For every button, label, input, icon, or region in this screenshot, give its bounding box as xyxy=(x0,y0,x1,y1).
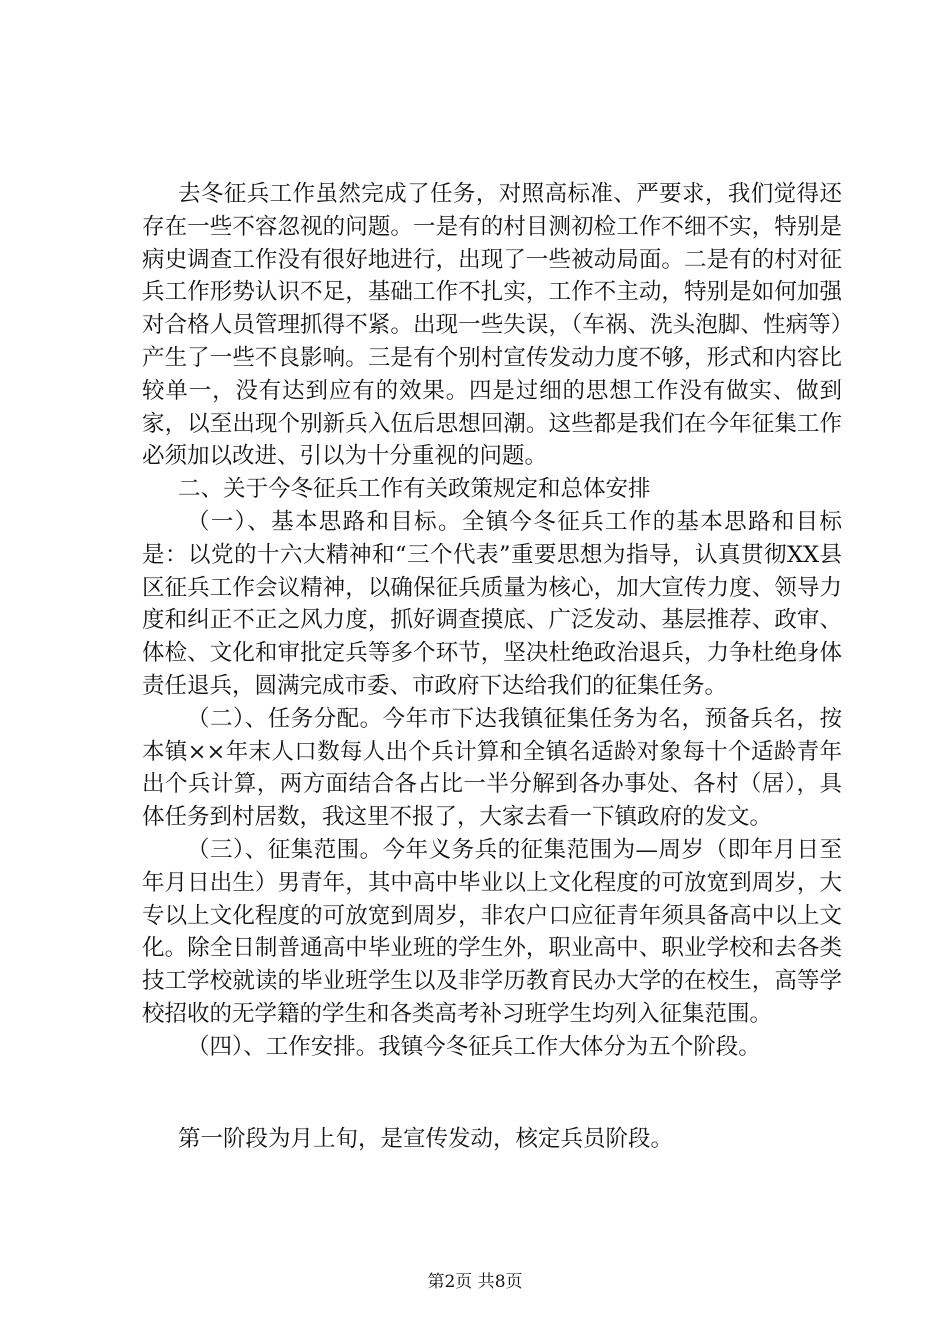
document-body xyxy=(142,178,842,1064)
section-heading-two: 二、关于今冬征兵工作有关政策规定和总体安排 xyxy=(178,476,651,503)
paragraph-problems: 去冬征兵工作虽然完成了任务，对照高标准、严要求，我们觉得还存在一些不容忽视的问题。一是有的村目测初检工作不细不实，特别是病史调查工作没有很好地进行，出现了一些被动局面。二是有的村对征兵工作形势认识不足，基础工作不扎实，工作不主动，特别是如何加强对合格人员管理抓得不紧。出现一些失误，（车祸、洗头泡脚、性病等）产生了一些不良影响。三是有个别村宣传发动力度不够，形式和内容比较单一，没有达到应有的效果。四是过细的思想工作没有做实、做到家，以至出现个别新兵入伍后思想回潮。这些都是我们在今年征集工作必须加以改进、引以为十分重视的问题。 xyxy=(142,181,842,470)
paragraph-conscription-scope: （三）、征集范围。今年义务兵的征集范围为—周岁（即年月日至年月日出生）男青年，其中高中毕业以上文化程度的可放宽到周岁，大专以上文化程度的可放宽到周岁，非农户口应征青年须具备高中以上文化。除全日制普通高中毕业班的学生外，职业高中、职业学校和去各类技工学校就读的毕业班学生以及非学历教育民办大学的在校生，高等学校招收的无学籍的学生和各类高考补习班学生均列入征集范围。 xyxy=(142,836,842,1027)
page-number-footer: 第2页 共8页 xyxy=(427,1272,523,1292)
paragraph-first-stage: 第一阶段为月上旬，是宣传发动，核定兵员阶段。 xyxy=(178,1126,674,1152)
paragraph-basic-ideas: （一）、基本思路和目标。全镇今冬征兵工作的基本思路和目标是：以党的十六大精神和“三个代表”重要思想为指导，认真贯彻XX县区征兵工作会议精神，以确保征兵质量为核心，加大宣传力度、领导力度和纠正不正之风力度，抓好调查摸底、广泛发动、基层推荐、政审、体检、文化和审批定兵等多个环节，坚决杜绝政治退兵，力争杜绝身体责任退兵，圆满完成市委、市政府下达给我们的征集任务。 xyxy=(142,508,842,699)
paragraph-work-arrangement: （四）、工作安排。我镇今冬征兵工作大体分为五个阶段。 xyxy=(187,1033,761,1060)
paragraph-task-allocation: （二）、任务分配。今年市下达我镇征集任务为名，预备兵名，按本镇××年末人口数每人出个兵计算和全镇名适龄对象每十个适龄青年出个兵计算，两方面结合各占比一半分解到各办事处、各村（居），具体任务到村居数，我这里不报了，大家去看一下镇政府的发文。 xyxy=(142,705,842,831)
